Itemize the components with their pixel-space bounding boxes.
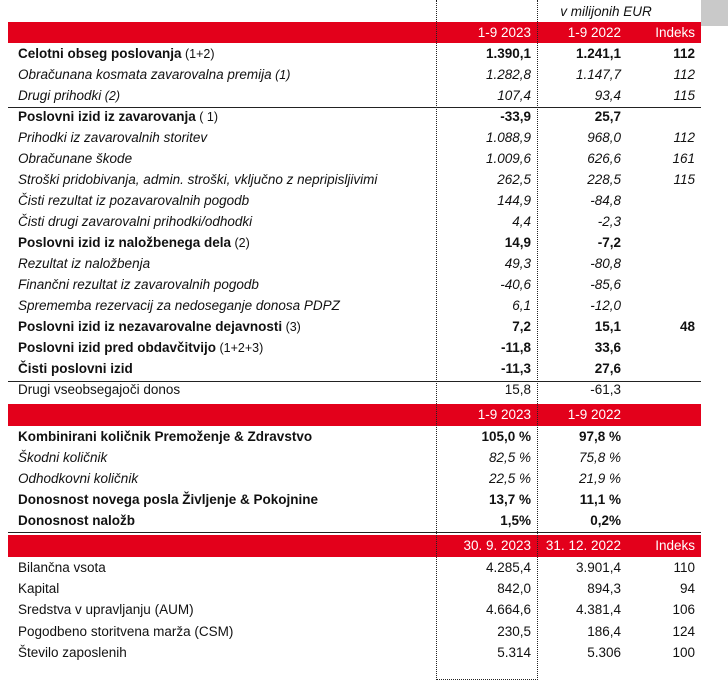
table-row — [8, 469, 701, 490]
value-index: 124 — [672, 623, 695, 639]
row-label: Sredstva v upravljanju (AUM) — [18, 602, 194, 618]
value-index: 100 — [672, 644, 695, 660]
table-row — [8, 254, 701, 275]
table-row — [8, 275, 701, 296]
header2-col2: 1-9 2022 — [567, 407, 621, 422]
row-label: Poslovni izid iz zavarovanja ( 1) — [18, 109, 219, 124]
value-previous: 626,6 — [587, 151, 621, 166]
table-row — [8, 600, 701, 621]
value-current: 13,7 % — [488, 492, 531, 507]
value-current: -11,8 — [500, 340, 531, 355]
value-previous: -7,2 — [597, 235, 621, 250]
header3-col3: Indeks — [655, 538, 695, 553]
table-row — [8, 233, 701, 254]
row-note: (2) — [101, 89, 121, 103]
row-note: (1+2+3) — [216, 341, 264, 355]
value-current: -33,9 — [500, 109, 531, 124]
header1-col1: 1-9 2023 — [477, 25, 531, 40]
value-current: 7,2 — [512, 319, 531, 334]
value-previous: 1.241,1 — [575, 46, 621, 61]
value-index: 115 — [673, 88, 695, 103]
row-label: Škodni količnik — [18, 450, 108, 465]
value-current: 5.314 — [497, 644, 531, 660]
value-current: 842,0 — [497, 581, 531, 597]
value-current: -11,3 — [500, 361, 531, 376]
value-previous: 1.147,7 — [575, 67, 621, 82]
divider — [8, 107, 701, 108]
row-label: Obračunane škode — [18, 151, 133, 166]
value-previous: 27,6 — [594, 361, 621, 376]
value-previous: 93,4 — [594, 88, 621, 103]
row-label: Čisti rezultat iz pozavarovalnih pogodb — [18, 193, 250, 208]
value-previous: 0,2% — [590, 513, 621, 528]
unit-note: v milijonih EUR — [560, 4, 652, 19]
value-previous: 11,1 % — [579, 492, 621, 507]
row-label: Čisti poslovni izid — [18, 361, 133, 376]
value-current: 144,9 — [497, 193, 531, 208]
divider — [8, 532, 701, 533]
divider — [8, 381, 701, 382]
value-previous: 33,6 — [594, 340, 621, 355]
row-note: (1+2) — [181, 47, 215, 61]
value-current: 230,5 — [497, 623, 531, 639]
table-row — [8, 511, 701, 532]
row-label: Drugi vseobsegajoči donos — [18, 382, 181, 397]
table-row — [8, 128, 701, 149]
value-current: 1.088,9 — [485, 130, 531, 145]
value-previous: 5.306 — [587, 644, 621, 660]
value-previous: -85,6 — [590, 277, 621, 292]
value-index: 112 — [673, 130, 695, 145]
value-current: -40,6 — [500, 277, 531, 292]
value-previous: -2,3 — [597, 214, 621, 229]
table-row — [8, 296, 701, 317]
value-current: 49,3 — [504, 256, 531, 271]
header3-col2: 31. 12. 2022 — [545, 538, 621, 553]
table-row — [8, 317, 701, 338]
value-previous: 968,0 — [587, 130, 621, 145]
value-previous: 15,1 — [594, 319, 621, 334]
table-row — [8, 191, 701, 212]
value-previous: 3.901,4 — [575, 560, 621, 575]
table-row — [8, 170, 701, 191]
table-row — [8, 149, 701, 170]
header1-col2: 1-9 2022 — [567, 25, 621, 40]
value-index: 94 — [679, 581, 695, 597]
row-label: Bilančna vsota — [18, 560, 106, 575]
row-label: Celotni obseg poslovanja (1+2) — [18, 46, 215, 61]
value-previous: 75,8 % — [578, 450, 621, 465]
row-label: Stroški pridobivanja, admin. stroški, vključno z nepripisljivimi — [18, 172, 378, 187]
header2-col1: 1-9 2023 — [477, 407, 531, 422]
value-current: 82,5 % — [488, 450, 531, 465]
row-note: ( 1) — [195, 110, 219, 124]
value-index: 115 — [673, 172, 695, 187]
row-label: Donosnost novega posla Življenje & Pokojnine — [18, 492, 319, 507]
value-current: 107,4 — [497, 88, 531, 103]
table-row — [8, 427, 701, 448]
table-row — [8, 65, 701, 86]
header-bar-2 — [8, 404, 701, 426]
value-previous: 186,4 — [587, 623, 621, 639]
value-previous: -84,8 — [590, 193, 621, 208]
value-current: 6,1 — [512, 298, 531, 313]
table-row — [8, 643, 701, 664]
row-note: (3) — [282, 320, 301, 334]
value-previous: 97,8 % — [578, 429, 621, 444]
value-previous: -61,3 — [590, 382, 621, 397]
value-previous: 21,9 % — [578, 471, 621, 486]
value-previous: 894,3 — [587, 581, 621, 597]
header1-col3: Indeks — [655, 25, 695, 40]
table-row — [8, 490, 701, 511]
value-index: 48 — [679, 319, 695, 334]
value-previous: 228,5 — [587, 172, 621, 187]
row-label: Prihodki iz zavarovalnih storitev — [18, 130, 208, 145]
value-current: 22,5 % — [488, 471, 531, 486]
value-current: 1.390,1 — [485, 46, 531, 61]
value-current: 4.664,6 — [485, 602, 531, 618]
value-current: 4,4 — [512, 214, 531, 229]
table-row — [8, 359, 701, 380]
row-label: Poslovni izid iz naložbenega dela (2) — [18, 235, 250, 250]
value-current: 262,5 — [497, 172, 531, 187]
row-label: Obračunana kosmata zavarovalna premija (1) — [18, 67, 291, 82]
row-label: Čisti drugi zavarovalni prihodki/odhodki — [18, 214, 253, 229]
value-previous: -12,0 — [590, 298, 621, 313]
value-previous: 4.381,4 — [575, 602, 621, 618]
row-label: Kombinirani količnik Premoženje & Zdravstvo — [18, 429, 313, 444]
row-label: Sprememba rezervacij za nedoseganje donosa PDPZ — [18, 298, 340, 313]
table-row — [8, 212, 701, 233]
table-row — [8, 107, 701, 128]
header3-col1: 30. 9. 2023 — [463, 538, 531, 553]
value-previous: -80,8 — [590, 256, 621, 271]
value-previous: 25,7 — [594, 109, 621, 124]
row-label: Donosnost naložb — [18, 513, 135, 528]
row-label: Rezultat iz naložbenja — [18, 256, 151, 271]
table-row — [8, 448, 701, 469]
row-label: Poslovni izid pred obdavčitvijo (1+2+3) — [18, 340, 264, 355]
table-row — [8, 44, 701, 65]
row-label: Kapital — [18, 581, 60, 597]
value-index: 110 — [673, 560, 695, 575]
header-bar-1 — [8, 22, 701, 43]
table-row — [8, 86, 701, 107]
value-current: 1.282,8 — [485, 67, 531, 82]
value-current: 14,9 — [504, 235, 531, 250]
row-label: Poslovni izid iz nezavarovalne dejavnosti (3) — [18, 319, 301, 334]
table-row — [8, 579, 701, 600]
table-row — [8, 558, 701, 579]
row-note: (1) — [271, 68, 291, 82]
header-bar-3 — [8, 535, 701, 557]
value-current: 15,8 — [504, 382, 531, 397]
table-row — [8, 338, 701, 359]
table-row — [8, 380, 701, 401]
value-current: 1,5% — [500, 513, 531, 528]
value-index: 112 — [673, 46, 695, 61]
row-label: Finančni rezultat iz zavarovalnih pogodb — [18, 277, 259, 292]
corner-shade — [701, 0, 728, 26]
value-current: 4.285,4 — [485, 560, 531, 575]
value-index: 112 — [673, 67, 695, 82]
value-current: 1.009,6 — [485, 151, 531, 166]
table-row — [8, 622, 701, 643]
row-label: Odhodkovni količnik — [18, 471, 139, 486]
row-label: Drugi prihodki (2) — [18, 88, 121, 103]
value-current: 105,0 % — [481, 429, 531, 444]
row-note: (2) — [231, 236, 250, 250]
value-index: 161 — [672, 151, 695, 166]
value-index: 106 — [672, 602, 695, 618]
row-label: Pogodbeno storitvena marža (CSM) — [18, 623, 234, 639]
row-label: Število zaposlenih — [18, 644, 127, 660]
